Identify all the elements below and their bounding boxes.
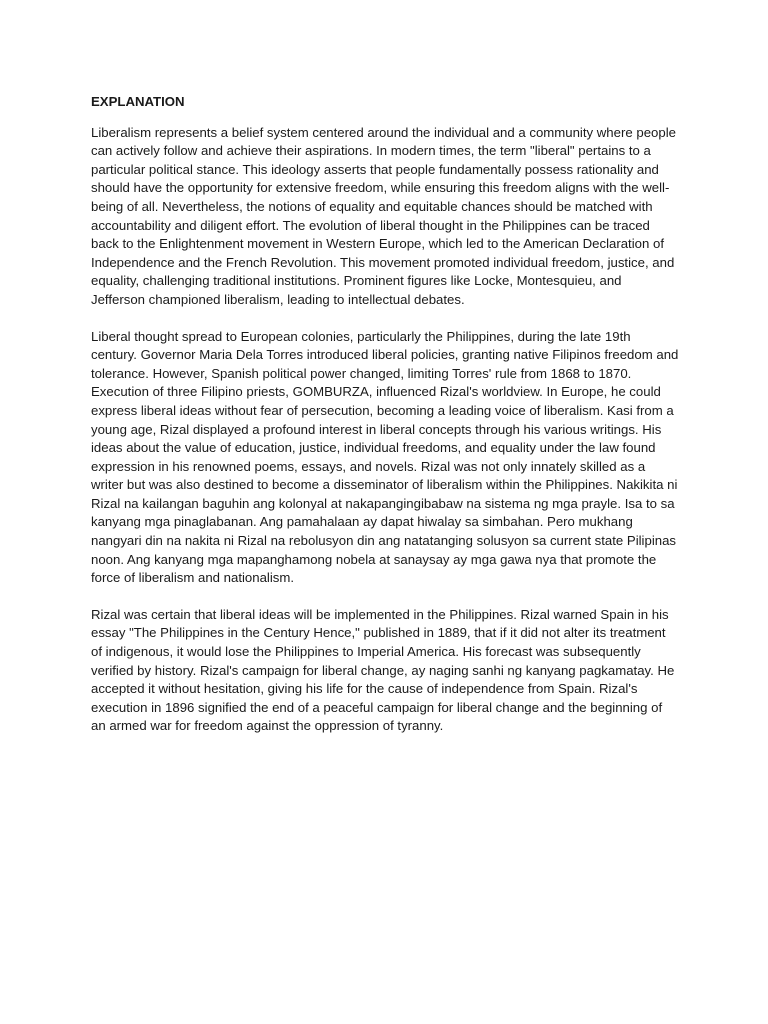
paragraph-rizal-certainty: Rizal was certain that liberal ideas will be implemented in the Philippines. Rizal warned Spain in his essay "The Philippines in the Century Hence," published in 1889, that if it did not alter its treatment of indigenous, it would lose the Philippines to Imperial America. His forecast was subsequently verified by history. Rizal's campaign for liberal change, ay naging sanhi ng kanyang pagkamatay. He accepted it without hesitation, giving his life for the cause of independence from Spain. Rizal's execution in 1896 signified the end of a peaceful campaign for liberal change and the beginning of an armed war for freedom against the oppression of tyranny. [91,606,675,734]
paragraph-liberalism-definition: Liberalism represents a belief system centered around the individual and a community where people can actively follow and achieve their aspirations. In modern times, the term "liberal" pertains to a particular political stance. This ideology asserts that people fundamentally possess rationality and should have the opportunity for extensive freedom, while ensuring this freedom aligns with the well-being of all. Nevertheless, the notions of equality and equitable chances should be matched with accountability and diligent effort. The evolution of liberal thought in the Philippines can be traced back to the Enlightenment movement in Western Europe, which led to the American Declaration of Independence and the French Revolution. This movement promoted individual freedom, justice, and equality, challenging traditional institutions. Prominent figures like Locke, Montesquieu, and Jefferson championed liberalism, leading to intellectual debates. [91,124,676,307]
document-body [91,93,679,736]
section-heading: EXPLANATION [91,94,185,109]
paragraph-liberal-thought-spread: Liberal thought spread to European colonies, particularly the Philippines, during the late 19th century. Governor Maria Dela Torres introduced liberal policies, granting native Filipinos freedom and tolerance. However, Spanish political power changed, limiting Torres' rule from 1868 to 1870. Execution of three Filipino priests, GOMBURZA, influenced Rizal's worldview. In Europe, he could express liberal ideas without fear of persecution, becoming a leading voice of liberalism. Kasi from a young age, Rizal displayed a profound interest in liberal concepts through his various writings. His ideas about the value of education, justice, individual freedoms, and equality under the law found expression in his renowned poems, essays, and novels. Rizal was not only innately skilled as a writer but was also destined to become a disseminator of liberalism within the Philippines. Nakikita ni Rizal na kailangan baguhin ang kolonyal at nakapangingibabaw na sistema ng mga prayle. Isa to sa kanyang mga pinaglabanan. Ang pamahalaan ay dapat hiwalay sa simbahan. Pero mukhang nangyari din na nakita ni Rizal na rebolusyon din ang natatanging solusyon sa current state Pilipinas noon. Ang kanyang mga mapanghamong nobela at sanaysay ay mga gawa nya that promote the force of liberalism and nationalism. [91,328,679,586]
